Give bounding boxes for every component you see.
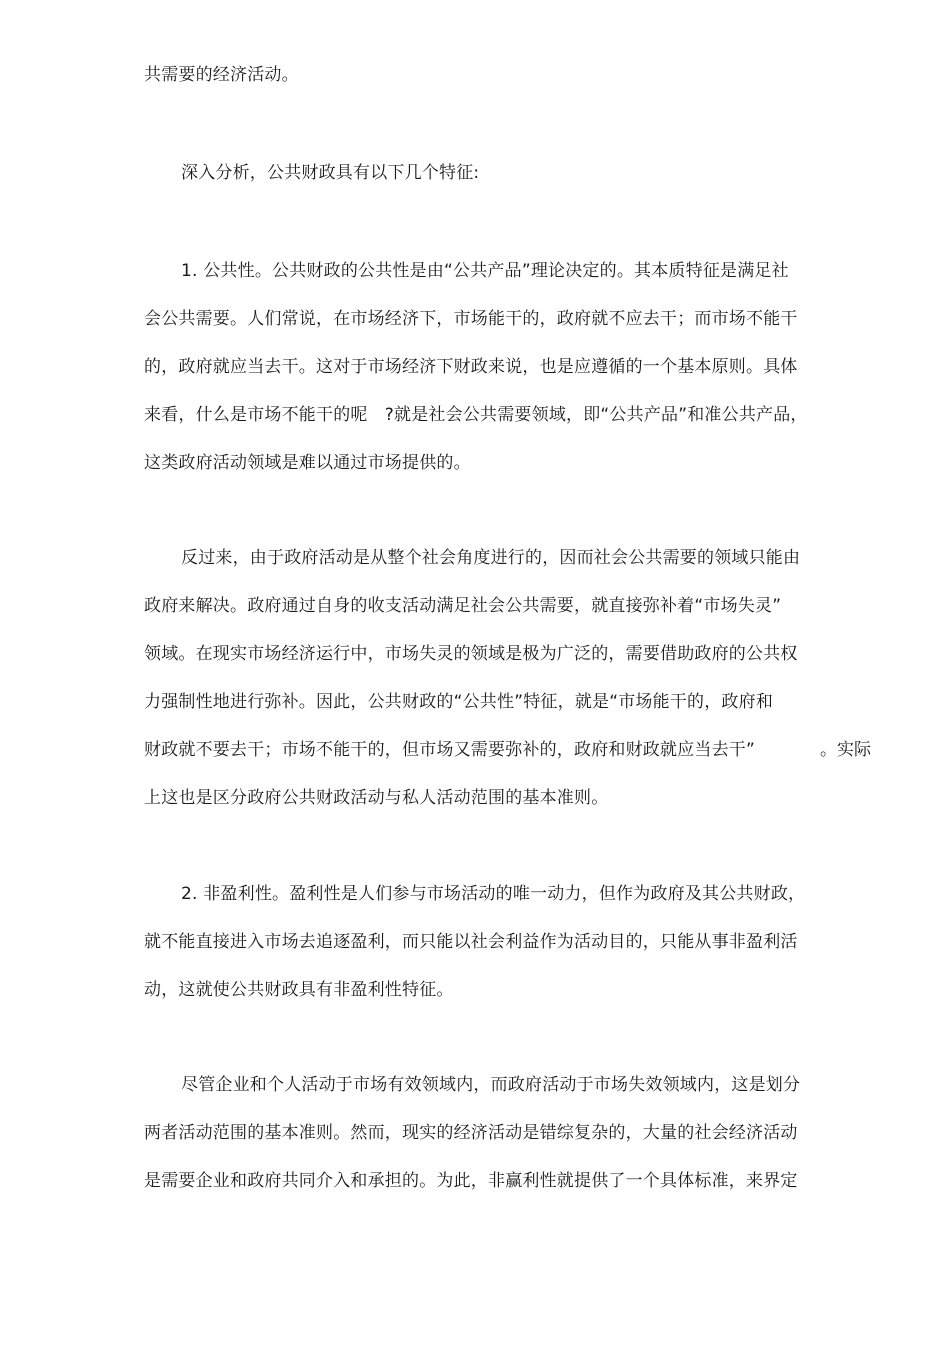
text-line: 会公共需要。人们常说，在市场经济下，市场能干的，政府就不应去干；而市场不能干 (144, 309, 798, 329)
text-line: 领域。在现实市场经济运行中，市场失灵的领域是极为广泛的，需要借助政府的公共权 (144, 644, 798, 664)
text-line-tail: 。实际 (820, 740, 871, 760)
text-line: 来看，什么是市场不能干的呢 ?就是社会公共需要领域，即“公共产品”和准公共产品， (144, 405, 808, 425)
text-line: 政府来解决。政府通过自身的收支活动满足社会公共需要，就直接弥补着“市场失灵” (144, 596, 782, 616)
text-line: 就不能直接进入市场去追逐盈利，而只能以社会利益作为活动目的，只能从事非盈利活 (144, 932, 798, 952)
text-line: 是需要企业和政府共同介入和承担的。为此，非赢利性就提供了一个具体标准，来界定 (144, 1171, 798, 1191)
text-line: 财政就不要去干；市场不能干的，但市场又需要弥补的，政府和财政就应当去干” (144, 740, 756, 760)
text-line: 深入分析，公共财政具有以下几个特征: (181, 163, 480, 183)
text-line: 两者活动范围的基本准则。然而，现实的经济活动是错综复杂的，大量的社会经济活动 (144, 1123, 798, 1143)
text-line: 动，这就使公共财政具有非盈利性特征。 (144, 980, 454, 1000)
text-line: 2. 非盈利性。盈利性是人们参与市场活动的唯一动力，但作为政府及其公共财政， (181, 884, 806, 904)
text-line: 上这也是区分政府公共财政活动与私人活动范围的基本准则。 (144, 788, 609, 808)
text-line: 的，政府就应当去干。这对于市场经济下财政来说，也是应遵循的一个基本原则。具体 (144, 357, 798, 377)
text-line: 力强制性地进行弥补。因此，公共财政的“公共性”特征，就是“市场能干的，政府和 (144, 692, 774, 712)
text-line: 反过来，由于政府活动是从整个社会角度进行的，因而社会公共需要的领域只能由 (181, 548, 801, 568)
text-line: 这类政府活动领域是难以通过市场提供的。 (144, 453, 471, 473)
text-line: 1. 公共性。公共财政的公共性是由“公共产品”理论决定的。其本质特征是满足社 (181, 261, 789, 281)
text-line: 共需要的经济活动。 (144, 65, 299, 85)
text-line: 尽管企业和个人活动于市场有效领域内，而政府活动于市场失效领域内，这是划分 (181, 1075, 801, 1095)
